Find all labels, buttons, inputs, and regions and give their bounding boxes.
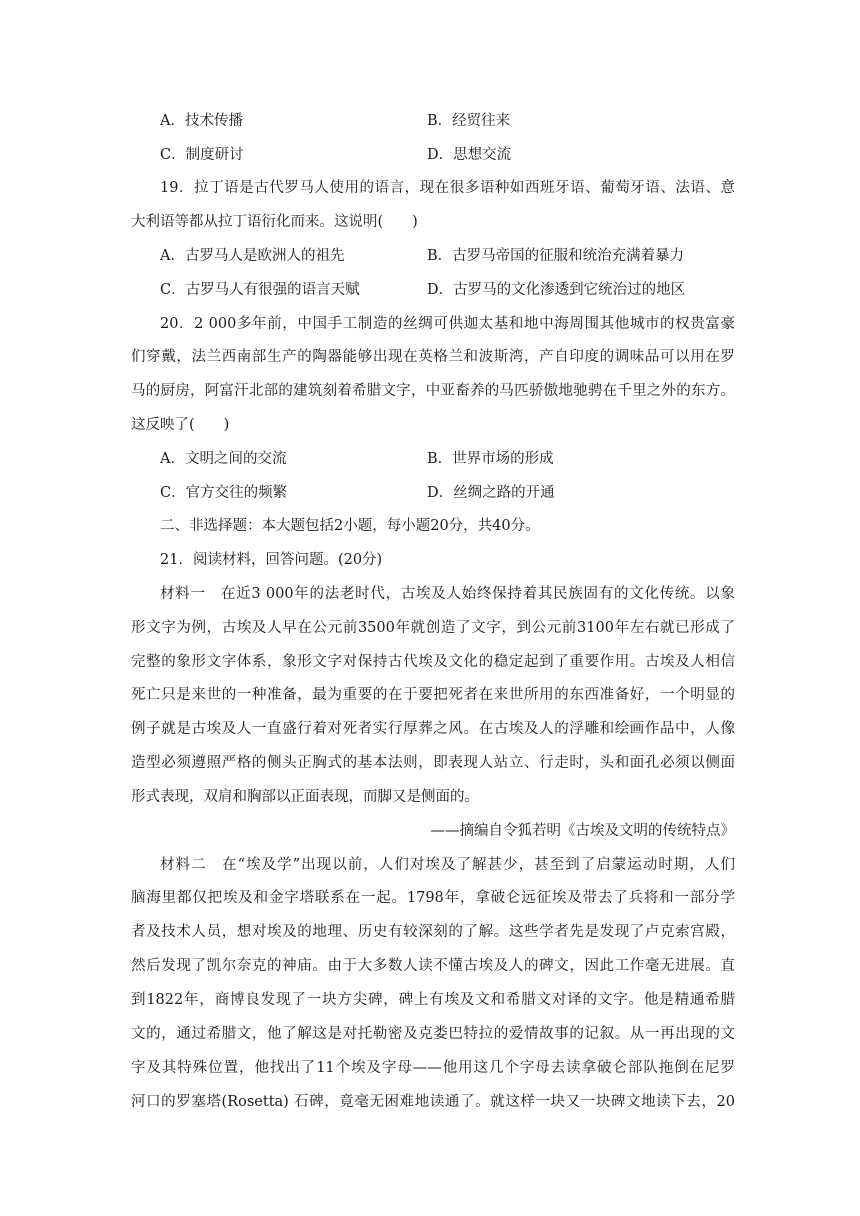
q19-option-b: B．古罗马帝国的征服和统治充满着暴力: [427, 248, 685, 264]
q20-option-c: C．官方交往的频繁: [160, 485, 288, 501]
q20-stem-line: 马的厨房，阿富汗北部的建筑刻着希腊文字，中亚畜养的马匹骄傲地驰骋在千里之外的东方。: [131, 383, 735, 399]
q20-option-b: B．世界市场的形成: [427, 451, 554, 467]
section-heading: 二、非选择题：本大题包括2小题，每小题20分，共40分。: [160, 518, 540, 534]
q20-stem-line: 20．2 000多年前，中国手工制造的丝绸可供迦太基和地中海周围其他城市的权贵富豪: [160, 316, 735, 332]
material2-line: 到1822年，商博良发现了一块方尖碑，碑上有埃及文和希腊文对译的文字。他是精通希腊: [131, 992, 735, 1008]
q19-option-c: C．古罗马人有很强的语言天赋: [160, 282, 360, 298]
material1-line: 形文字为例，古埃及人早在公元前3500年就创造了文字，到公元前3100年左右就已形成了: [131, 620, 735, 636]
material2-line: 材料二 在“埃及学”出现以前，人们对埃及了解甚少，甚至到了启蒙运动时期，人们: [160, 857, 735, 873]
material1-line: 造型必须遵照严格的侧头正胸式的基本法则，即表现人站立、行走时，头和面孔必须以侧面: [131, 755, 735, 771]
material2-line: 文的，通过希腊文，他了解这是对托勒密及克娄巴特拉的爱情故事的记叙。从一再出现的文: [131, 1026, 735, 1042]
material2-line: 者及技术人员，想对埃及的地理、历史有较深刻的了解。这些学者先是发现了卢克索宫殿，: [131, 924, 735, 940]
q18-option-a: A．技术传播: [160, 113, 243, 129]
material1-source: ——摘编自令狐若明《古埃及文明的传统特点》: [430, 823, 735, 839]
q18-option-b: B．经贸往来: [427, 113, 511, 129]
q20-stem-line: 们穿戴，法兰西南部生产的陶器能够出现在英格兰和波斯湾，产自印度的调味品可以用在罗: [131, 349, 735, 365]
material1-line: 死亡只是来世的一种准备，最为重要的在于要把死者在来世所用的东西准备好，一个明显的: [131, 687, 735, 703]
q18-option-d: D．思想交流: [427, 147, 512, 163]
q19-stem-line: 大利语等都从拉丁语衍化而来。这说明( ): [131, 214, 418, 230]
material2-line: 河口的罗塞塔(Rosetta) 石碑，竟毫无困难地读通了。就这样一块又一块碑文地读下去，20: [131, 1094, 735, 1110]
q20-option-a: A．文明之间的交流: [160, 451, 287, 467]
q21-stem: 21．阅读材料，回答问题。(20分): [160, 552, 383, 568]
material2-line: 然后发现了凯尔奈克的神庙。由于大多数人读不懂古埃及人的碑文，因此工作毫无进展。直: [131, 958, 735, 974]
material2-line: 字及其特殊位置，他找出了11个埃及字母——他用这几个字母去读拿破仑部队拖倒在尼罗: [131, 1060, 735, 1076]
material1-line: 材料一 在近3 000年的法老时代，古埃及人始终保持着其民族固有的文化传统。以象: [160, 586, 735, 602]
material1-line: 完整的象形文字体系，象形文字对保持古代埃及文化的稳定起到了重要作用。古埃及人相信: [131, 654, 735, 670]
q20-option-d: D．丝绸之路的开通: [427, 485, 555, 501]
q19-option-d: D．古罗马的文化渗透到它统治过的地区: [427, 282, 686, 298]
q20-stem-line: 这反映了( ): [131, 417, 230, 433]
material1-line: 形式表现，双肩和胸部以正面表现，而脚又是侧面的。: [131, 789, 479, 805]
q19-option-a: A．古罗马人是欧洲人的祖先: [160, 248, 345, 264]
q19-stem-line: 19．拉丁语是古代罗马人使用的语言，现在很多语种如西班牙语、葡萄牙语、法语、意: [160, 180, 735, 196]
material2-line: 脑海里都仅把埃及和金字塔联系在一起。1798年，拿破仑远征埃及带去了兵将和一部分学: [131, 890, 735, 906]
q18-option-c: C．制度研讨: [160, 147, 244, 163]
material1-line: 例子就是古埃及人一直盛行着对死者实行厚葬之风。在古埃及人的浮雕和绘画作品中，人像: [131, 721, 735, 737]
